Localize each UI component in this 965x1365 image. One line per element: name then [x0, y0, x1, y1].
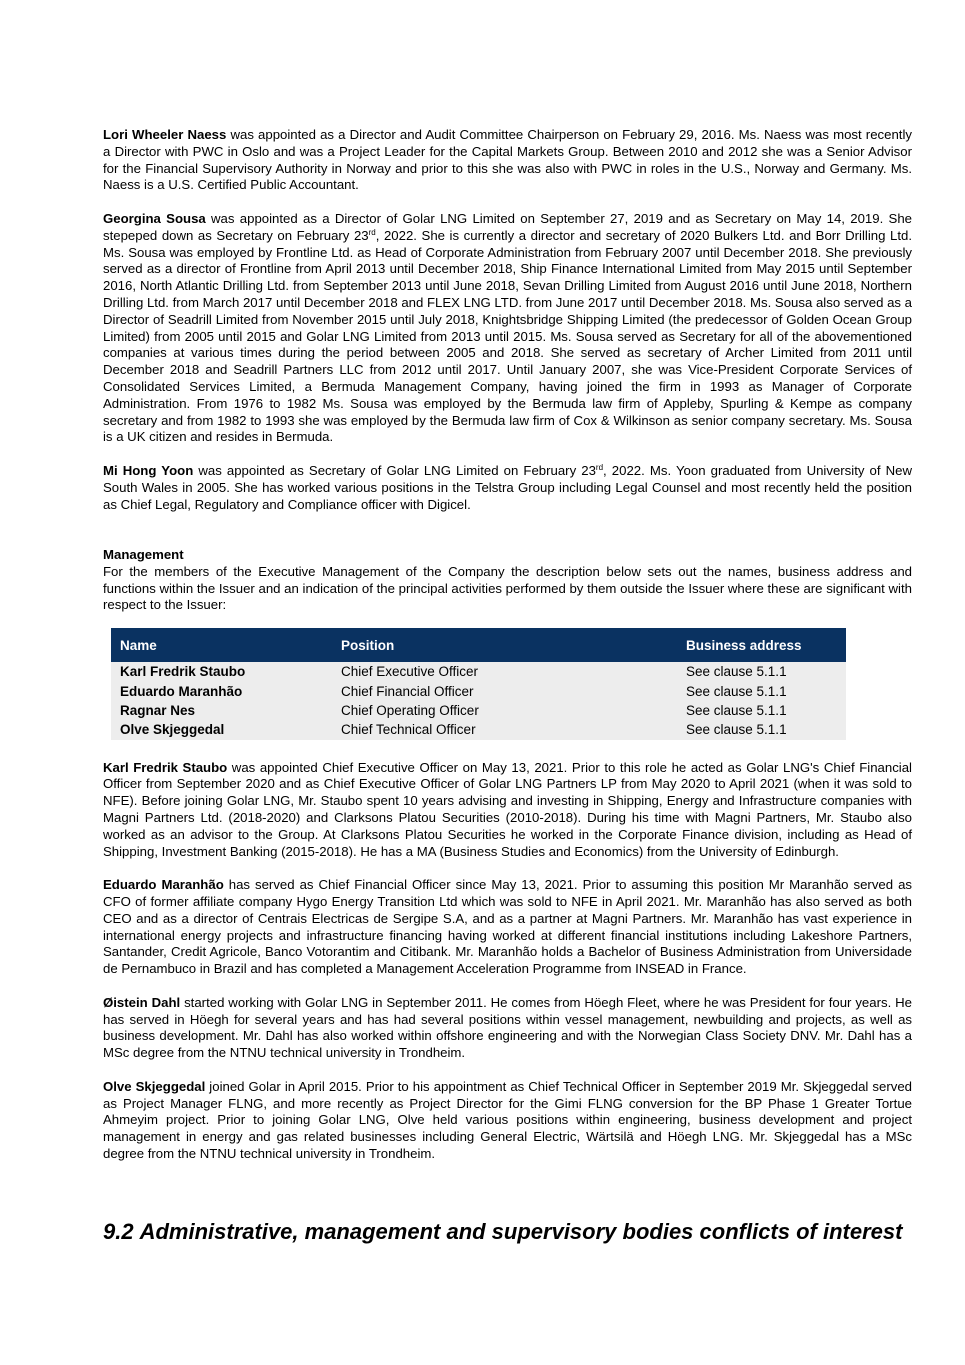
cell-position: Chief Operating Officer [332, 701, 677, 720]
manager-name: Karl Fredrik Staubo [103, 759, 228, 775]
manager-name: Eduardo Maranhão [103, 877, 224, 893]
column-header-name: Name [111, 628, 332, 662]
table-header-row [111, 628, 846, 662]
document-page [103, 127, 912, 1245]
manager-bio-text: has served as Chief Financial Officer since May 13, 2021. Prior to assuming this position Mr Maranhão served as CFO of former affiliate company Hygo Energy Transition Ltd which was sold to NFE in April 2021. Mr. Maranhão has also served as both CEO and as a director of Centrais Electricas de Sergipe S.A, and as a partner at Magni Partners. Mr. Maranhão has vast experience in international energy projects and infrastructure financing having worked at different financial institutions including Lakeshore Partners, Santander, Credit Agricole, Banco Votorantim and Citibank. Mr. Maranhão holds a Bachelor of Business Administration from Universidade de Pernambuco in Brazil and has completed a Management Acceleration Programme from INSEAD in France. [103, 877, 912, 977]
director-bio-text: was appointed as a Director of Golar LNG Limited on September 27, 2019 and as Secretary on May 14, 2019. She stepeped down as Secretary on February 23 [103, 210, 912, 243]
director-bio-text: , 2022. Ms. Yoon graduated from University of New South Wales in 2005. She has worked various positions in the Telstra Group including Legal Counsel and most recently held the position as Chief Legal, Regulatory and Compliance officer with Digicel. [103, 462, 913, 512]
table-row [111, 662, 846, 681]
cell-position: Chief Financial Officer [332, 682, 677, 701]
management-bio-skjeggedal [103, 1079, 912, 1163]
column-header-address: Business address [677, 628, 846, 662]
ordinal-suffix: rd [595, 462, 604, 472]
management-bio-staubo [103, 760, 912, 861]
director-bio-yoon [103, 463, 912, 513]
director-bio-sousa [103, 211, 912, 446]
table-row [111, 701, 846, 720]
column-header-position: Position [332, 628, 677, 662]
director-bio-text: , 2022. She is currently a director and secretary of 2020 Bulkers Ltd. and Borr Drilling Ltd. Ms. Sousa was employed by Frontline Ltd. as Head of Corporate Administration from February 2007 until December 2018. She previously served as a director of Frontline from April 2013 until December 2018, Ship Finance International Limited from May 2015 until September 2016, North Atlantic Drilling Ltd. from September 2013 until June 2018, Sevan Drilling Limited from August 2016 until June 2018, Northern Drilling Ltd. from March 2017 until December 2018 and FLEX LNG LTD. from June 2017 until December 2018. Ms. Sousa also served as a Director of Seadrill Limited from November 2015 until July 2018, Knightsbridge Shipping Limited (the predecessor of Golden Ocean Group Limited) from 2005 until 2015 and Golar LNG Limited from 2013 until 2015. Ms. Sousa served as Secretary for all of the abovementioned companies at various times during the period between 2005 and 2018. She served as secretary of Archer Limited from 2011 until December 2018 and Seadrill Partners LLC from 2012 until 2017. Until January 2007, she was Vice-President Corporate Services of Consolidated Services Limited, a Bermuda Management Company, having joined the firm in 1993 as Manager of Corporate Administration. From 1976 to 1982 Ms. Sousa was employed by the Bermuda law firm of Appleby, Spurling & Kempe as company secretary and from 1982 to 1993 she was employed by the Bermuda law firm of Cox & Wilkinson as senior company secretary. Ms. Sousa is a UK citizen and resides in Bermuda. [103, 227, 912, 445]
director-bio-text: was appointed as a Director and Audit Committee Chairperson on February 29, 2016. Ms. Naess was most recently a Director with PWC in Oslo and was a Project Leader for the Capital Markets Group. Between 2010 and 2012 she was a Senior Advisor for the Financial Supervisory Authority in Norway and prior to this she was also with PWC in roles in the U.S., Norway and Germany. Ms. Naess is a U.S. Certified Public Accountant. [103, 127, 912, 193]
table-row [111, 682, 846, 701]
management-heading: Management [103, 546, 184, 562]
director-name: Lori Wheeler Naess [103, 127, 227, 142]
management-intro: For the members of the Executive Management of the Company the description below sets out the names, business address and functions within the Issuer and an indication of the principal activities performed by them outside the Issuer where these are significant with respect to the Issuer: [103, 563, 912, 613]
cell-name: Ragnar Nes [111, 701, 332, 720]
section-title: Administrative, management and supervisory bodies conflicts of interest [139, 1218, 903, 1244]
cell-address: See clause 5.1.1 [677, 662, 846, 681]
director-name: Mi Hong Yoon [103, 462, 194, 478]
cell-name: Eduardo Maranhão [111, 682, 332, 701]
ordinal-suffix: rd [368, 227, 376, 237]
cell-address: See clause 5.1.1 [677, 682, 846, 701]
management-table [111, 628, 846, 740]
management-bio-maranhao [103, 877, 912, 978]
cell-name: Karl Fredrik Staubo [111, 662, 332, 681]
cell-name: Olve Skjeggedal [111, 720, 332, 739]
manager-bio-text: started working with Golar LNG in September 2011. He comes from Höegh Fleet, where he was President for four years. He has served in Höegh for several years and has had several positions within vessel management, newbuilding and projects, as well as business development. Mr. Dahl has also worked within offshore engineering and with the Norwegian Class Society DNV. Mr. Dahl has a MSc degree from the NTNU technical university in Trondheim. [103, 994, 912, 1061]
manager-name: Olve Skjeggedal [103, 1078, 206, 1094]
management-bio-dahl [103, 995, 912, 1062]
section-heading [103, 1219, 912, 1245]
manager-name: Øistein Dahl [103, 994, 181, 1010]
cell-position: Chief Executive Officer [332, 662, 677, 681]
director-name: Georgina Sousa [103, 210, 206, 226]
cell-address: See clause 5.1.1 [677, 701, 846, 720]
manager-bio-text: was appointed Chief Executive Officer on May 13, 2021. Prior to this role he acted as Golar LNG's Chief Financial Officer from September 2020 and as Chief Executive Officer of Golar LNG Partners LP from May 2020 to April 2021 (when it was sold to NFE). Before joining Golar LNG, Mr. Staubo spent 10 years advising and investing in Shipping, Energy and Infrastructure companies with Magni Partners Ltd. (2018-2020) and Clarksons Platou Securities (2010-2018). During his time with Magni Partners, Mr. Staubo also worked as an advisor to the Group. At Clarksons Platou Securities he worked in the Corporate Finance division, including as Head of Shipping, Investment Banking (2015-2018). He has a MA (Business Studies and Economics) from the University of Edinburgh. [103, 759, 912, 859]
section-number: 9.2 [103, 1218, 134, 1244]
director-bio-naess [103, 127, 912, 194]
cell-position: Chief Technical Officer [332, 720, 677, 739]
director-bio-text: was appointed as Secretary of Golar LNG Limited on February 23 [193, 462, 596, 478]
cell-address: See clause 5.1.1 [677, 720, 846, 739]
manager-bio-text: joined Golar in April 2015. Prior to his appointment as Chief Technical Officer in September 2019 Mr. Skjeggedal served as Project Manager FLNG, and more recently as Project Director for the Gimi FLNG conversion for the BP Phase 1 Greater Tortue Ahmeyim project. Prior to joining Golar LNG, Olve held various positions within engineering, business development and project management in energy and gas related businesses including General Electric, Wärtsilä and Höegh LNG. Mr. Skjeggedal has a MSc degree from the NTNU technical university in Trondheim. [103, 1078, 912, 1161]
table-row [111, 720, 846, 739]
